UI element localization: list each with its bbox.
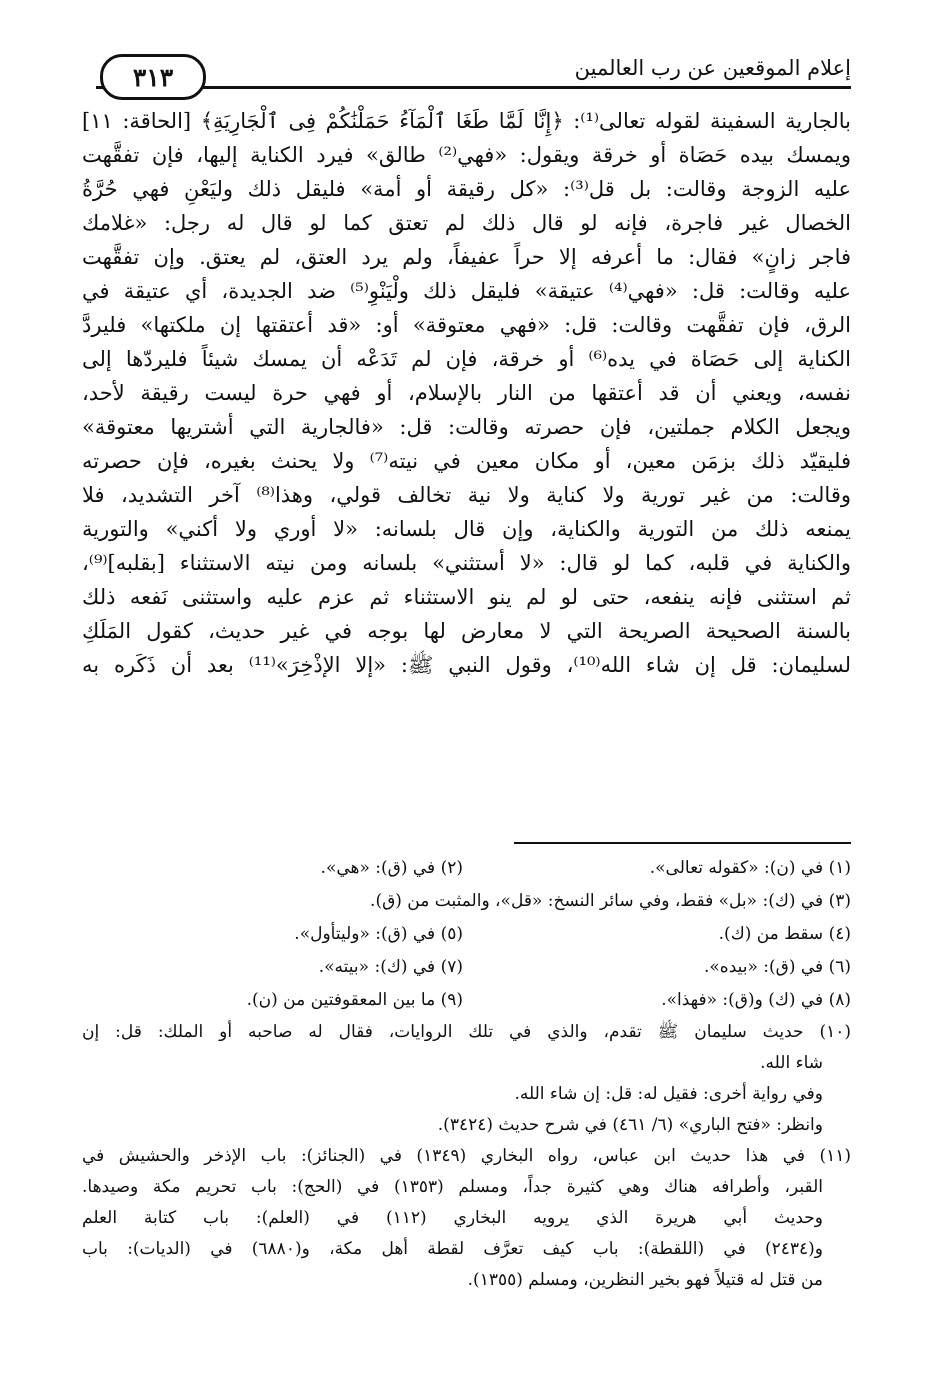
text-line: عليه وقالت: قل: «فهي⁽⁴⁾ عتيقة» فليقل ذلك ولْيَنْوِ⁽⁵⁾ ضد الجديدة، أي عتيقة في <box>82 279 851 303</box>
text-line: نفسه، ويعني أن قد أعتقها من النار بالإسلام، أو فهي حرة ليست رقيقة لأحد، <box>82 381 851 405</box>
footnote-row <box>82 951 851 984</box>
footnote-1: (١) في (ن): «كقوله تعالى». <box>649 858 851 878</box>
text-line: وقالت: من غير تورية ولا كناية ولا نية تخالف قولي، وهذا⁽⁸⁾ آخر التشديد، فلا <box>82 483 851 507</box>
footnote-10-line: شاء الله. <box>760 1053 823 1073</box>
text-line: لسليمان: قل إن شاء الله⁽¹⁰⁾، وقول النبي ﷺ: «إلا الإذْخِرَ»⁽¹¹⁾ بعد أن ذَكَره به <box>82 653 851 677</box>
footnote-11-line: القبر، وأطرافه هناك وهي كثيرة جداً، ومسلم (١٣٥٣) في (الحج): باب تحريم مكة وصيدها. <box>82 1177 823 1197</box>
text-line: ثم استثنى فإنه ينفعه، حتى لو لم ينو الاستثناء ثم عزم عليه واستثنى نَفعه ذلك <box>82 585 851 609</box>
footnote-4: (٤) سقط من (ك). <box>718 924 851 944</box>
text-line: فاجر زانٍ» فقال: ما أعرفه إلا حراً عفيفاً، ولم يرد العتق، لم يعتق. وإن تفقَّهت <box>82 245 851 269</box>
footnote-10-extra: وفي رواية أخرى: فقيل له: قل: إن شاء الله. <box>514 1084 823 1104</box>
text-line: ويمسك بيده حَصَاة أو خرقة ويقول: «فهي⁽²⁾ طالق» فيرد الكناية إليها، فإن تفقَّهت <box>82 143 851 167</box>
text-line: والكناية في قلبه، كما لو قال: «لا أستثني» بلسانه ومن نيته الاستثناء [بقلبه]⁽⁹⁾، <box>82 551 851 575</box>
running-title: إعلام الموقعين عن رب العالمين <box>574 56 851 80</box>
footnote-6: (٦) في (ق): «بيده». <box>704 957 851 977</box>
text-line: بالجارية السفينة لقوله تعالى⁽¹⁾: ﴿إِنَّا لَمَّا طَغَا ٱلْمَآءُ حَمَلْنَٰكُمْ فِى ٱلْجَارِيَةِ﴾ [الحاقة: ١١] <box>82 109 851 133</box>
text-line: عليه الزوجة وقالت: بل قل⁽³⁾: «كل رقيقة أو أمة» فليقل ذلك وليَعْنِ فهي حُرَّةُ <box>82 177 851 201</box>
text-line: يمنعه ذلك من التورية والكناية، وإن قال بلسانه: «لا أوري ولا أكني» والتورية <box>82 517 851 541</box>
footnote-11-line: (١١) في هذا حديث ابن عباس، رواه البخاري (١٣٤٩) في (الجنائز): باب الإذخر والحشيش في <box>82 1146 851 1166</box>
footnote-11-extra: من قتل له قتيلاً فهو بخير النظرين، ومسلم (١٣٥٥). <box>467 1270 823 1290</box>
text-line: فليقيّد ذلك بزمَن معين، أو مكان معين في نيته⁽⁷⁾ ولا يحنث بغيره، فإن حصرته <box>82 449 851 473</box>
footnote-row <box>82 885 851 918</box>
text-line: الخصال غير فاجرة، فإنه لو قال ذلك لم تعتق كما لو قال له رجل: «غلامك <box>82 211 851 235</box>
footnote-7: (٧) في (ك): «بيته». <box>318 957 463 977</box>
footnote-5: (٥) في (ق): «وليتأول». <box>294 924 463 944</box>
text-line: الرق، فإن تفقَّهت وقالت: قل: «فهي معتوقة» أو: «قد أعتقتها إن ملكتها» فليردَّ <box>82 313 851 337</box>
text-line: الكناية إلى حَصَاة في يده⁽⁶⁾ أو خرقة، فإن لم تَدَعْه أن يمسك شيئاً فليردّها إلى <box>82 347 851 371</box>
header-rule <box>96 86 851 89</box>
footnote-2: (٢) في (ق): «هي». <box>320 858 463 878</box>
footnote-10-extra: وانظر: «فتح الباري» (٦/ ٤٦١) في شرح حديث (٣٤٢٤). <box>437 1115 823 1135</box>
text-line: ويجعل الكلام جملتين، فإن حصرته وقالت: قل: «فالجارية التي أشتريها معتوقة» <box>82 415 851 439</box>
footnote-row <box>82 852 851 885</box>
footnote-10-line: (١٠) حديث سليمان ﷺ تقدم، والذي في تلك الروايات، فقال له صاحبه أو الملك: قل: إن <box>82 1022 851 1042</box>
footnote-8: (٨) في (ك) و(ق): «فهذا». <box>661 990 851 1010</box>
footnote-separator <box>514 842 851 844</box>
footnote-row <box>82 918 851 951</box>
main-text <box>82 104 851 682</box>
footnote-9: (٩) ما بين المعقوفتين من (ن). <box>246 990 463 1010</box>
page-number: ٣١٣ <box>100 54 206 100</box>
footnote-11-extra: وحديث أبي هريرة الذي يرويه البخاري (١١٢) في (العلم): باب كتابة العلم <box>82 1208 824 1228</box>
footnotes <box>82 852 851 1296</box>
footnote-3: (٣) في (ك): «بل» فقط، وفي سائر النسخ: «قل»، والمثبت من (ق). <box>370 891 851 911</box>
text-line: بالسنة الصحيحة الصريحة التي لا معارض لها بوجه في غير حديث، كقول المَلَكِ <box>82 619 851 643</box>
footnote-row <box>82 984 851 1017</box>
footnote-11-extra: و(٢٤٣٤) في (اللقطة): باب كيف تعرَّف لقطة أهل مكة، و(٦٨٨٠) في (الديات): باب <box>82 1239 823 1259</box>
